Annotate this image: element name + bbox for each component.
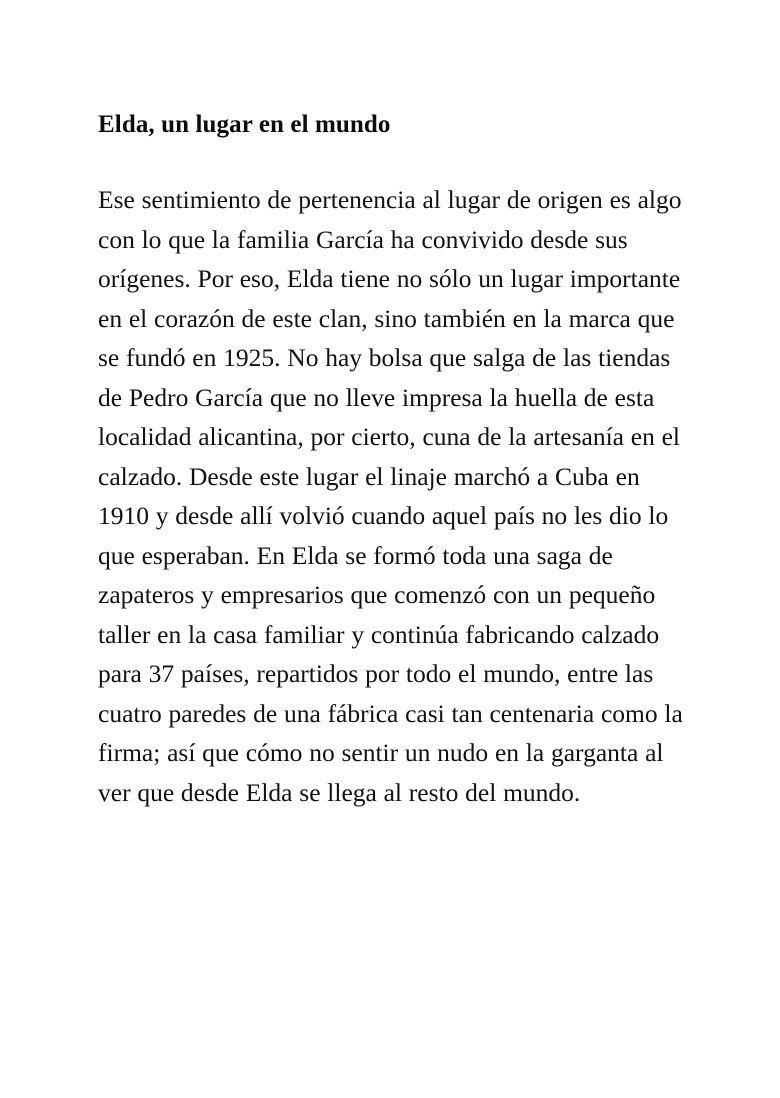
article-paragraph: Ese sentimiento de pertenencia al lugar de origen es algo con lo que la familia García ha convivido desde sus orígenes. Por eso, Elda tiene no sólo un lugar importante en el corazón de este clan, sino también en la marca que se fundó en 1925. No hay bolsa que salga de las tiendas de Pedro García que no lleve impresa la huella de esta localidad alicantina, por cierto, cuna de la artesanía en el calzado. Desde este lugar el linaje marchó a Cuba en 1910 y desde allí volvió cuando aquel país no les dio lo que esperaban. En Elda se formó toda una saga de zapateros y empresarios que comenzó con un pequeño taller en la casa familiar y continúa fabricando calzado para 37 países, repartidos por todo el mundo, entre las cuatro paredes de una fábrica casi tan centenaria como la firma; así que cómo no sentir un nudo en la garganta al ver que desde Elda se llega al resto del mundo.: [98, 185, 683, 807]
page-title: Elda, un lugar en el mundo: [98, 111, 391, 138]
article-container: [98, 108, 688, 812]
